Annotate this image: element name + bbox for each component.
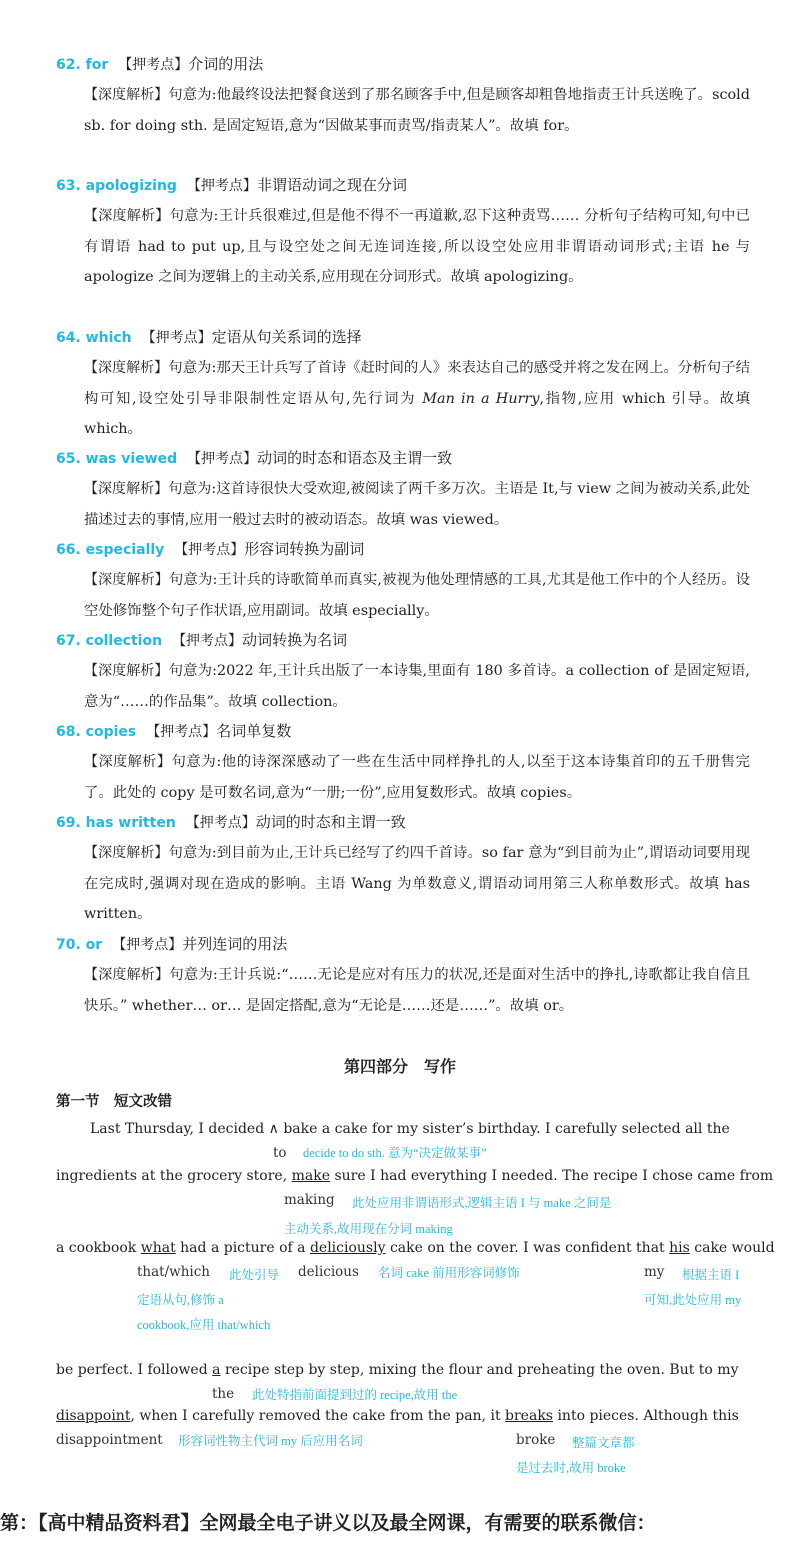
- exam-point-tag: 【押考点】: [185, 815, 256, 831]
- answer-label: 63. apologizing: [56, 178, 177, 194]
- analysis-content: 句意为:那天王计兵写了首诗《赶时间的人》来表达自己的感受并将之发在网上。分析句子结构可知,设空处引导非限制性定语从句,先行词为: [84, 360, 750, 407]
- passage-text: into pieces. Although this: [553, 1408, 739, 1424]
- passage-text: had a picture of a: [175, 1240, 310, 1256]
- exam-point-topic: 并列连词的用法: [182, 935, 288, 953]
- answer-label: 67. collection: [56, 633, 163, 649]
- item-header: [56, 811, 750, 834]
- analysis-label: 【深度解析】: [84, 208, 170, 224]
- correction-note: 整篇文章都是过去时,故用 broke: [516, 1436, 635, 1475]
- error-word: a: [212, 1362, 221, 1378]
- passage-text: , when I carefully removed the cake from the pan, it: [130, 1408, 506, 1424]
- correction: my: [644, 1264, 665, 1280]
- exam-point-tag: 【押考点】: [146, 724, 217, 740]
- exam-point-topic: 动词的时态和主谓一致: [255, 813, 406, 831]
- analysis-label: 【深度解析】: [84, 360, 169, 376]
- correction: delicious: [298, 1264, 359, 1280]
- analysis-content: 句意为:2022 年,王计兵出版了一本诗集,里面有 180 多首诗。a collection of 是固定短语,意为“……的作品集”。故填 collection。: [84, 663, 750, 710]
- answer-item: [56, 933, 750, 1021]
- analysis-content: 句意为:到目前为止,王计兵已经写了约四千首诗。so far 意为“到目前为止”,谓语动词要用现在完成时,强调对现在造成的影响。主语 Wang 为单数意义,谓语动词用第三人称单数形式。故填 has written。: [84, 845, 751, 922]
- passage-line-3: [56, 1240, 775, 1256]
- item-header: [56, 447, 750, 470]
- passage-text: sure I had everything I needed. The recipe I chose came from: [330, 1168, 774, 1184]
- exam-point-topic: 动词的时态和语态及主谓一致: [257, 449, 453, 467]
- analysis-label: 【深度解析】: [84, 87, 169, 103]
- passage-line-4: [56, 1362, 738, 1378]
- analysis-label: 【深度解析】: [84, 481, 169, 497]
- answer-label: 70. or: [56, 937, 103, 953]
- exam-point-topic: 形容词转换为副词: [244, 540, 365, 558]
- passage-text: ingredients at the grocery store,: [56, 1168, 292, 1184]
- answer-label: 64. which: [56, 330, 132, 346]
- error-word: make: [291, 1168, 331, 1184]
- item-header: [56, 629, 750, 652]
- analysis-text: [84, 747, 750, 808]
- answer-item: [56, 811, 750, 930]
- correction: to: [273, 1145, 287, 1161]
- analysis-content: 句意为:他的诗深深感动了一些在生活中同样挣扎的人,以至于这本诗集首印的五千册售完了。此处的 copy 是可数名词,意为“一册;一份”,应用复数形式。故填 copies。: [84, 754, 750, 801]
- answer-item: [56, 53, 750, 141]
- analysis-text: [84, 201, 750, 293]
- analysis-label: 【深度解析】: [84, 967, 170, 983]
- item-header: [56, 720, 750, 743]
- passage-line-5: [56, 1408, 739, 1424]
- answer-label: 62. for: [56, 57, 109, 73]
- analysis-text: [84, 960, 750, 1021]
- correction: the: [212, 1386, 235, 1402]
- analysis-label: 【深度解析】: [84, 572, 169, 588]
- answer-item: [56, 629, 750, 717]
- analysis-content: 句意为:王计兵很难过,但是他不得不一再道歉,忍下这种责骂…… 分析句子结构可知,句中已有谓语 had to put up,且与设空处之间无连词连接,所以设空处应用非谓语动词形式;主语 he 与 apologize 之间为逻辑上的主动关系,应用现在分词形式。故填 apologizing。: [84, 208, 751, 285]
- answer-label: 69. has written: [56, 815, 176, 831]
- analysis-content: ,指物,应用 which 引导。故填 which。: [84, 390, 750, 437]
- correction-note: 形容词性物主代词 my 后应用名词: [178, 1434, 363, 1448]
- analysis-text: [84, 838, 750, 930]
- exam-point-tag: 【押考点】: [172, 633, 243, 649]
- passage-line-2: [56, 1168, 773, 1184]
- answer-item: [56, 720, 750, 808]
- section-title: 第四部分 写作: [343, 1057, 456, 1076]
- insert-caret: ∧: [268, 1121, 279, 1137]
- exam-point-tag: 【押考点】: [141, 330, 212, 346]
- exam-point-topic: 介词的用法: [188, 55, 264, 73]
- footer-banner: 第：【高中精品资料君】全网最全电子讲义以及最全网课，有需要的联系微信：: [0, 1512, 656, 1534]
- passage-text: bake a cake for my sister’s birthday. I carefully selected all the: [278, 1121, 730, 1137]
- exam-point-tag: 【押考点】: [118, 57, 189, 73]
- answer-item: [56, 447, 750, 535]
- analysis-content: 句意为:这首诗很快大受欢迎,被阅读了两千多万次。主语是 It,与 view 之间为被动关系,此处描述过去的事情,应用一般过去时的被动语态。故填 was viewed。: [84, 481, 751, 528]
- exam-point-topic: 非谓语动词之现在分词: [256, 176, 407, 194]
- exam-point-topic: 名词单复数: [216, 722, 292, 740]
- exam-point-tag: 【押考点】: [174, 542, 245, 558]
- answer-label: 68. copies: [56, 724, 137, 740]
- error-word: disappoint: [56, 1408, 131, 1424]
- answer-label: 66. especially: [56, 542, 165, 558]
- analysis-label: 【深度解析】: [84, 663, 169, 679]
- item-header: [56, 326, 750, 349]
- correction: that/which: [137, 1264, 210, 1280]
- passage-line-1: [90, 1121, 730, 1137]
- correction: disappointment: [56, 1432, 163, 1448]
- analysis-content: 句意为:他最终设法把餐食送到了那名顾客手中,但是顾客却粗鲁地指责王计兵送晚了。scold sb. for doing sth. 是固定短语,意为“因做某事而责骂/指责某人”。故填 for。: [84, 87, 750, 134]
- analysis-text: [84, 353, 750, 445]
- analysis-label: 【深度解析】: [84, 845, 169, 861]
- passage-text: be perfect. I followed: [56, 1362, 213, 1378]
- item-header: [56, 174, 750, 197]
- error-word: his: [669, 1240, 690, 1256]
- analysis-label: 【深度解析】: [84, 754, 172, 770]
- correction-note: 此处应用非谓语形式,逻辑主语 I 与 make 之间是主动关系,故用现在分词 making: [284, 1196, 612, 1236]
- analysis-text: [84, 565, 750, 626]
- item-header: [56, 53, 750, 76]
- subsection-title: 第一节 短文改错: [56, 1094, 172, 1110]
- correction-note: 此处引导定语从句,修饰 a cookbook,应用 that/which: [137, 1268, 280, 1332]
- analysis-content: 句意为:王计兵的诗歌简单而真实,被视为他处理情感的工具,尤其是他工作中的个人经历。设空处修饰整个句子作状语,应用副词。故填 especially。: [84, 572, 750, 619]
- error-word: what: [140, 1240, 176, 1256]
- exam-point-tag: 【押考点】: [186, 178, 257, 194]
- passage-text: cake would: [689, 1240, 775, 1256]
- error-word: deliciously: [309, 1240, 386, 1256]
- correction-note: decide to do sth. 意为“决定做某事”: [303, 1146, 487, 1160]
- exam-point-topic: 定语从句关系词的选择: [211, 328, 362, 346]
- exam-point-tag: 【押考点】: [187, 451, 258, 467]
- answer-item: [56, 326, 750, 445]
- analysis-text: [84, 80, 750, 141]
- item-header: [56, 538, 750, 561]
- correction-note: 根据主语 I 可知,此处应用 my: [644, 1268, 742, 1307]
- passage-text: recipe step by step, mixing the flour and preheating the oven. But to my: [220, 1362, 739, 1378]
- item-header: [56, 933, 750, 956]
- exam-point-topic: 动词转换为名词: [242, 631, 348, 649]
- poem-title: Man in a Hurry: [422, 390, 540, 407]
- correction: making: [284, 1192, 335, 1208]
- answer-item: [56, 538, 750, 626]
- analysis-text: [84, 656, 750, 717]
- correction-note: 名词 cake 前用形容词修饰: [378, 1266, 520, 1280]
- error-word: breaks: [505, 1408, 553, 1424]
- passage-text: Last Thursday, I decided: [90, 1121, 269, 1137]
- correction-note: 此处特指前面提到过的 recipe,故用 the: [252, 1388, 458, 1402]
- exam-point-tag: 【押考点】: [112, 937, 183, 953]
- analysis-text: [84, 474, 750, 535]
- passage-text: cake on the cover. I was confident that: [385, 1240, 670, 1256]
- correction: broke: [516, 1432, 556, 1448]
- analysis-content: 句意为:王计兵说:“……无论是应对有压力的状况,还是面对生活中的挣扎,诗歌都让我自信且快乐。” whether… or… 是固定搭配,意为“无论是……还是……”。故填 or。: [84, 967, 750, 1014]
- answer-label: 65. was viewed: [56, 451, 178, 467]
- answer-item: [56, 174, 750, 293]
- passage-text: a cookbook: [56, 1240, 141, 1256]
